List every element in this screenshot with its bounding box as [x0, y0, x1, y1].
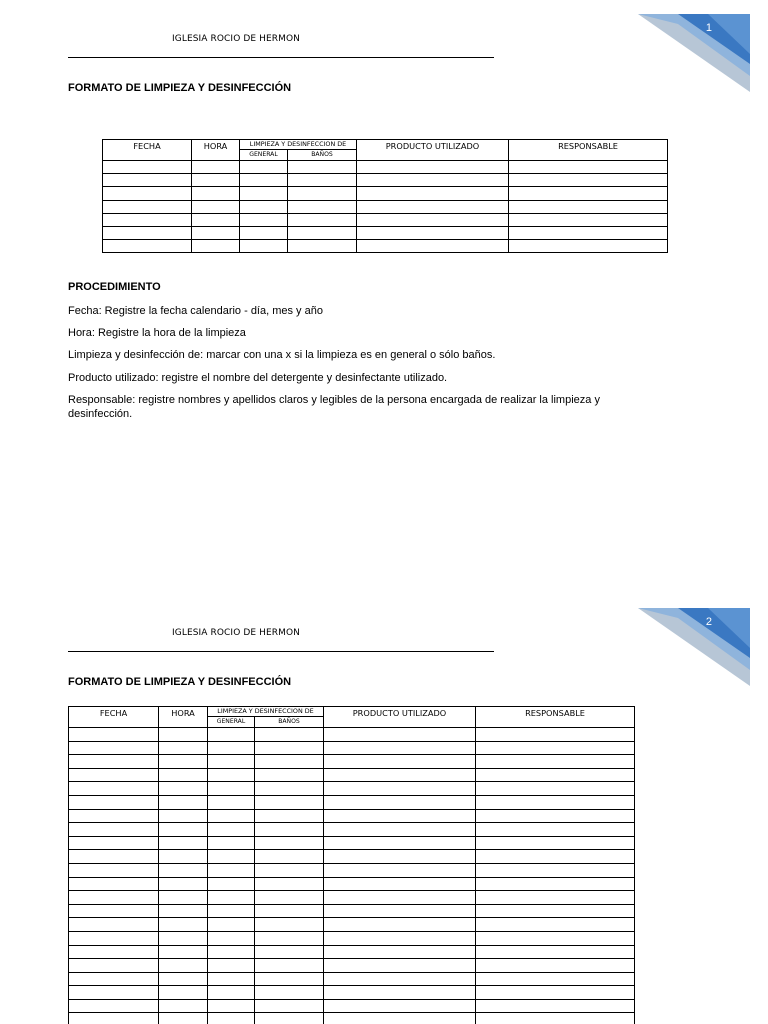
table-cell — [69, 904, 159, 918]
table-cell — [357, 161, 509, 174]
table-cell — [69, 836, 159, 850]
table-cell — [255, 999, 324, 1013]
procedure-heading: PROCEDIMIENTO — [68, 281, 161, 293]
table-cell — [476, 809, 635, 823]
table-cell — [476, 741, 635, 755]
table-cell — [255, 972, 324, 986]
col-fecha: FECHA — [69, 707, 159, 728]
table-cell — [509, 213, 668, 226]
col-general: GENERAL — [208, 717, 255, 728]
table-cell — [324, 891, 476, 905]
table-cell — [240, 200, 288, 213]
table-cell — [324, 809, 476, 823]
table-cell — [103, 240, 192, 253]
table-cell — [240, 213, 288, 226]
table-cell — [476, 782, 635, 796]
table-cell — [255, 891, 324, 905]
form-title: FORMATO DE LIMPIEZA Y DESINFECCIÓN — [68, 676, 292, 688]
table-row — [69, 972, 635, 986]
table-cell — [324, 931, 476, 945]
procedure-line: Fecha: Registre la fecha calendario - día, mes y año — [68, 305, 323, 317]
procedure-line: Responsable: registre nombres y apellidos claros y legibles de la persona encargada de realizar la limpieza y desinfección. — [68, 394, 600, 420]
table-cell — [255, 904, 324, 918]
table-cell — [255, 728, 324, 742]
table-cell — [103, 161, 192, 174]
table-cell — [324, 728, 476, 742]
table-cell — [159, 972, 208, 986]
table-cell — [476, 877, 635, 891]
table-cell — [255, 741, 324, 755]
table-cell — [69, 850, 159, 864]
table-cell — [159, 850, 208, 864]
table-cell — [192, 161, 240, 174]
table-cell — [509, 200, 668, 213]
col-limpieza: LIMPIEZA Y DESINFECCION DE — [208, 707, 324, 717]
table-cell — [288, 226, 357, 239]
table-cell — [69, 795, 159, 809]
table-row — [103, 200, 668, 213]
table-cell — [159, 904, 208, 918]
table-cell — [240, 187, 288, 200]
table-cell — [208, 877, 255, 891]
col-responsable: RESPONSABLE — [509, 140, 668, 161]
page-number: 2 — [705, 616, 712, 628]
table-cell — [324, 972, 476, 986]
table-cell — [255, 795, 324, 809]
table-cell — [476, 850, 635, 864]
table-row — [69, 836, 635, 850]
header-rule — [68, 57, 494, 58]
table-cell — [255, 768, 324, 782]
table-cell — [324, 782, 476, 796]
table-cell — [324, 836, 476, 850]
table-cell — [476, 728, 635, 742]
church-name: IGLESIA ROCIO DE HERMON — [172, 628, 301, 638]
table-cell — [69, 877, 159, 891]
table-cell — [159, 918, 208, 932]
table-row — [103, 240, 668, 253]
table-cell — [208, 768, 255, 782]
table-row — [69, 918, 635, 932]
table-cell — [476, 891, 635, 905]
table-cell — [69, 768, 159, 782]
table-cell — [192, 213, 240, 226]
table-cell — [288, 200, 357, 213]
table-row — [69, 931, 635, 945]
table-row — [69, 782, 635, 796]
table-cell — [255, 1013, 324, 1024]
table-cell — [69, 809, 159, 823]
table-cell — [255, 986, 324, 1000]
table-cell — [159, 945, 208, 959]
table-cell — [357, 240, 509, 253]
procedure-line: Producto utilizado: registre el nombre del detergente y desinfectante utilizado. — [68, 372, 448, 384]
procedure-line: Limpieza y desinfección de: marcar con una x si la limpieza es en general o sólo baños. — [68, 349, 496, 361]
table-row — [69, 904, 635, 918]
table-cell — [509, 240, 668, 253]
table-cell — [255, 877, 324, 891]
table-cell — [476, 931, 635, 945]
col-general: GENERAL — [240, 150, 288, 161]
table-cell — [324, 904, 476, 918]
table-cell — [159, 959, 208, 973]
table-cell — [208, 945, 255, 959]
table-cell — [324, 986, 476, 1000]
table-row — [103, 174, 668, 187]
table-cell — [324, 768, 476, 782]
table-row — [69, 986, 635, 1000]
table-cell — [509, 161, 668, 174]
table-cell — [255, 755, 324, 769]
table-cell — [103, 200, 192, 213]
table-cell — [288, 240, 357, 253]
table-cell — [159, 795, 208, 809]
table-cell — [357, 200, 509, 213]
table-row — [69, 945, 635, 959]
table-cell — [208, 823, 255, 837]
table-row — [69, 877, 635, 891]
table-row — [69, 728, 635, 742]
table-row — [69, 755, 635, 769]
table-cell — [69, 728, 159, 742]
table-cell — [208, 931, 255, 945]
table-cell — [192, 174, 240, 187]
col-banos: BAÑOS — [288, 150, 357, 161]
table-cell — [103, 187, 192, 200]
table-cell — [208, 755, 255, 769]
table-cell — [159, 999, 208, 1013]
cleaning-log-table — [102, 139, 668, 253]
table-cell — [357, 174, 509, 187]
table-cell — [476, 999, 635, 1013]
table-cell — [255, 850, 324, 864]
table-cell — [357, 187, 509, 200]
table-cell — [69, 823, 159, 837]
table-cell — [476, 755, 635, 769]
table-cell — [192, 226, 240, 239]
table-row — [69, 959, 635, 973]
table-cell — [69, 945, 159, 959]
table-cell — [476, 1013, 635, 1024]
procedure-line: Hora: Registre la hora de la limpieza — [68, 327, 246, 339]
table-cell — [324, 795, 476, 809]
table-cell — [208, 850, 255, 864]
table-cell — [208, 891, 255, 905]
col-fecha: FECHA — [103, 140, 192, 161]
page-2 — [0, 594, 768, 1024]
table-cell — [240, 174, 288, 187]
table-cell — [159, 782, 208, 796]
table-row — [103, 161, 668, 174]
table-cell — [159, 877, 208, 891]
table-cell — [476, 918, 635, 932]
table-cell — [159, 891, 208, 905]
table-cell — [69, 931, 159, 945]
table-row — [103, 226, 668, 239]
table-cell — [240, 240, 288, 253]
table-cell — [476, 795, 635, 809]
table-cell — [255, 782, 324, 796]
table-cell — [476, 904, 635, 918]
table-cell — [208, 1013, 255, 1024]
table-cell — [69, 891, 159, 905]
table-cell — [324, 850, 476, 864]
table-cell — [476, 945, 635, 959]
table-cell — [255, 931, 324, 945]
table-cell — [69, 782, 159, 796]
table-cell — [208, 918, 255, 932]
table-row — [69, 891, 635, 905]
table-cell — [208, 972, 255, 986]
church-name: IGLESIA ROCIO DE HERMON — [172, 34, 301, 44]
table-cell — [255, 959, 324, 973]
table-cell — [159, 755, 208, 769]
table-cell — [509, 174, 668, 187]
table-cell — [288, 213, 357, 226]
table-cell — [69, 755, 159, 769]
table-cell — [192, 187, 240, 200]
table-cell — [288, 161, 357, 174]
table-cell — [69, 863, 159, 877]
table-cell — [159, 768, 208, 782]
cleaning-log-table — [68, 706, 635, 1024]
table-cell — [103, 174, 192, 187]
form-title: FORMATO DE LIMPIEZA Y DESINFECCIÓN — [68, 82, 292, 94]
table-cell — [476, 972, 635, 986]
table-cell — [208, 836, 255, 850]
table-cell — [69, 959, 159, 973]
header-rule — [68, 651, 494, 652]
col-producto: PRODUCTO UTILIZADO — [357, 140, 509, 161]
table-cell — [208, 999, 255, 1013]
table-cell — [159, 823, 208, 837]
col-banos: BAÑOS — [255, 717, 324, 728]
table-cell — [208, 728, 255, 742]
table-cell — [69, 918, 159, 932]
col-responsable: RESPONSABLE — [476, 707, 635, 728]
table-cell — [240, 226, 288, 239]
table-row — [69, 768, 635, 782]
table-cell — [255, 823, 324, 837]
table-cell — [69, 986, 159, 1000]
table-cell — [255, 836, 324, 850]
table-row — [69, 809, 635, 823]
table-cell — [324, 945, 476, 959]
table-cell — [255, 945, 324, 959]
table-row — [103, 187, 668, 200]
col-producto: PRODUCTO UTILIZADO — [324, 707, 476, 728]
table-cell — [324, 1013, 476, 1024]
table-cell — [159, 863, 208, 877]
table-cell — [288, 187, 357, 200]
table-cell — [357, 226, 509, 239]
table-row — [69, 1013, 635, 1024]
table-cell — [476, 823, 635, 837]
table-cell — [208, 782, 255, 796]
table-cell — [208, 741, 255, 755]
table-cell — [159, 809, 208, 823]
table-cell — [208, 863, 255, 877]
table-cell — [324, 918, 476, 932]
table-cell — [208, 959, 255, 973]
table-row — [69, 823, 635, 837]
col-limpieza: LIMPIEZA Y DESINFECCION DE — [240, 140, 357, 150]
table-cell — [159, 931, 208, 945]
table-cell — [159, 1013, 208, 1024]
table-cell — [509, 226, 668, 239]
table-cell — [208, 986, 255, 1000]
table-cell — [476, 959, 635, 973]
table-cell — [476, 863, 635, 877]
table-cell — [324, 755, 476, 769]
table-row — [69, 850, 635, 864]
table-cell — [476, 768, 635, 782]
table-cell — [476, 836, 635, 850]
table-row — [69, 863, 635, 877]
page-corner-decoration — [638, 608, 750, 686]
table-cell — [208, 809, 255, 823]
page-corner-decoration — [638, 14, 750, 92]
col-hora: HORA — [159, 707, 208, 728]
page-number: 1 — [705, 22, 712, 34]
table-cell — [324, 863, 476, 877]
table-cell — [208, 795, 255, 809]
table-row — [69, 795, 635, 809]
table-cell — [159, 986, 208, 1000]
table-row — [69, 999, 635, 1013]
table-cell — [255, 918, 324, 932]
table-cell — [357, 213, 509, 226]
table-cell — [324, 877, 476, 891]
table-cell — [324, 823, 476, 837]
table-cell — [324, 999, 476, 1013]
table-cell — [240, 161, 288, 174]
table-cell — [159, 836, 208, 850]
table-cell — [69, 741, 159, 755]
table-cell — [208, 904, 255, 918]
table-cell — [509, 187, 668, 200]
table-cell — [288, 174, 357, 187]
table-cell — [476, 986, 635, 1000]
table-cell — [324, 959, 476, 973]
table-cell — [69, 972, 159, 986]
table-cell — [103, 213, 192, 226]
table-cell — [324, 741, 476, 755]
table-cell — [255, 809, 324, 823]
table-cell — [159, 741, 208, 755]
col-hora: HORA — [192, 140, 240, 161]
table-row — [103, 213, 668, 226]
table-cell — [103, 226, 192, 239]
table-row — [69, 741, 635, 755]
table-cell — [192, 240, 240, 253]
table-cell — [192, 200, 240, 213]
table-cell — [69, 1013, 159, 1024]
table-cell — [69, 999, 159, 1013]
table-cell — [159, 728, 208, 742]
table-cell — [255, 863, 324, 877]
